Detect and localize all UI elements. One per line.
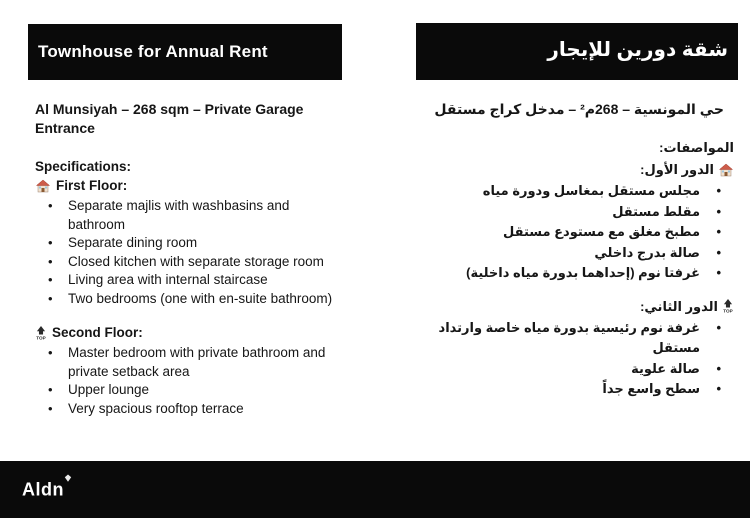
list-item: • Master bedroom with private bathroom and private setback area: [28, 344, 343, 381]
house-icon: [718, 163, 734, 177]
house-icon: [35, 179, 51, 193]
english-first-floor-heading: [35, 177, 342, 195]
top-icon: [35, 326, 47, 340]
arabic-column: [416, 23, 738, 400]
list-item: • مقلط مستقل: [416, 202, 738, 223]
footer-bar: [0, 461, 750, 518]
english-subtitle: Al Munsiyah – 268 sqm – Private Garage Entrance: [35, 101, 304, 136]
list-item: • غرفتا نوم (إحداهما بدورة مياه داخلية): [416, 263, 738, 284]
english-specifications: [35, 158, 342, 418]
arabic-specs-label: المواصفات:: [659, 140, 734, 155]
arabic-title-banner: [416, 23, 738, 80]
arabic-second-floor-label: الدور الثاني:: [640, 298, 718, 314]
english-specs-label: Specifications:: [35, 159, 132, 174]
list-item: • Two bedrooms (one with en-suite bathroom): [28, 290, 343, 309]
list-item: • صالة علوية: [416, 359, 738, 380]
svg-text:TOP: TOP: [36, 335, 46, 340]
brand-logo-text: Aldn: [22, 479, 64, 499]
arabic-page-title: شقة دورين للإيجار: [547, 39, 728, 61]
list-item: • Separate dining room: [28, 234, 343, 253]
arabic-first-floor-list: [416, 181, 738, 284]
list-item: • Upper lounge: [28, 381, 343, 400]
english-first-floor-label: First Floor:: [56, 178, 128, 193]
top-icon: [722, 299, 734, 313]
english-column: [28, 24, 342, 418]
list-item: • Living area with internal staircase: [28, 271, 343, 290]
arabic-first-floor-label: الدور الأول:: [640, 162, 714, 177]
arabic-first-floor-heading: [416, 159, 734, 180]
sparkle-icon: [64, 474, 72, 482]
list-item: • غرفة نوم رئيسية بدورة مياه خاصة وارتداد مستقل: [416, 318, 738, 359]
svg-text:TOP: TOP: [723, 308, 733, 313]
arabic-subtitle: حي المونسية – 268م² – مدخل كراج مستقل: [434, 101, 724, 117]
english-title-banner: [28, 24, 342, 80]
english-first-floor-list: [28, 197, 342, 308]
list-item: • مطبخ مغلق مع مستودع مستقل: [416, 222, 738, 243]
list-item: • Closed kitchen with separate storage room: [28, 253, 343, 272]
list-item: • صالة بدرج داخلي: [416, 243, 738, 264]
list-item: • سطح واسع جداً: [416, 379, 738, 400]
english-second-floor-list: [28, 344, 342, 418]
arabic-specifications: [416, 137, 734, 400]
brand-logo: [22, 479, 64, 500]
list-item: • مجلس مستقل بمغاسل ودورة مياه: [416, 181, 738, 202]
arabic-second-floor-heading: [416, 296, 734, 317]
list-item: • Very spacious rooftop terrace: [28, 400, 343, 419]
arabic-second-floor-list: [416, 318, 738, 400]
english-second-floor-heading: [35, 324, 342, 342]
english-second-floor-label: Second Floor:: [52, 325, 143, 340]
list-item: • Separate majlis with washbasins and bathroom: [28, 197, 343, 234]
english-page-title: Townhouse for Annual Rent: [38, 42, 268, 61]
